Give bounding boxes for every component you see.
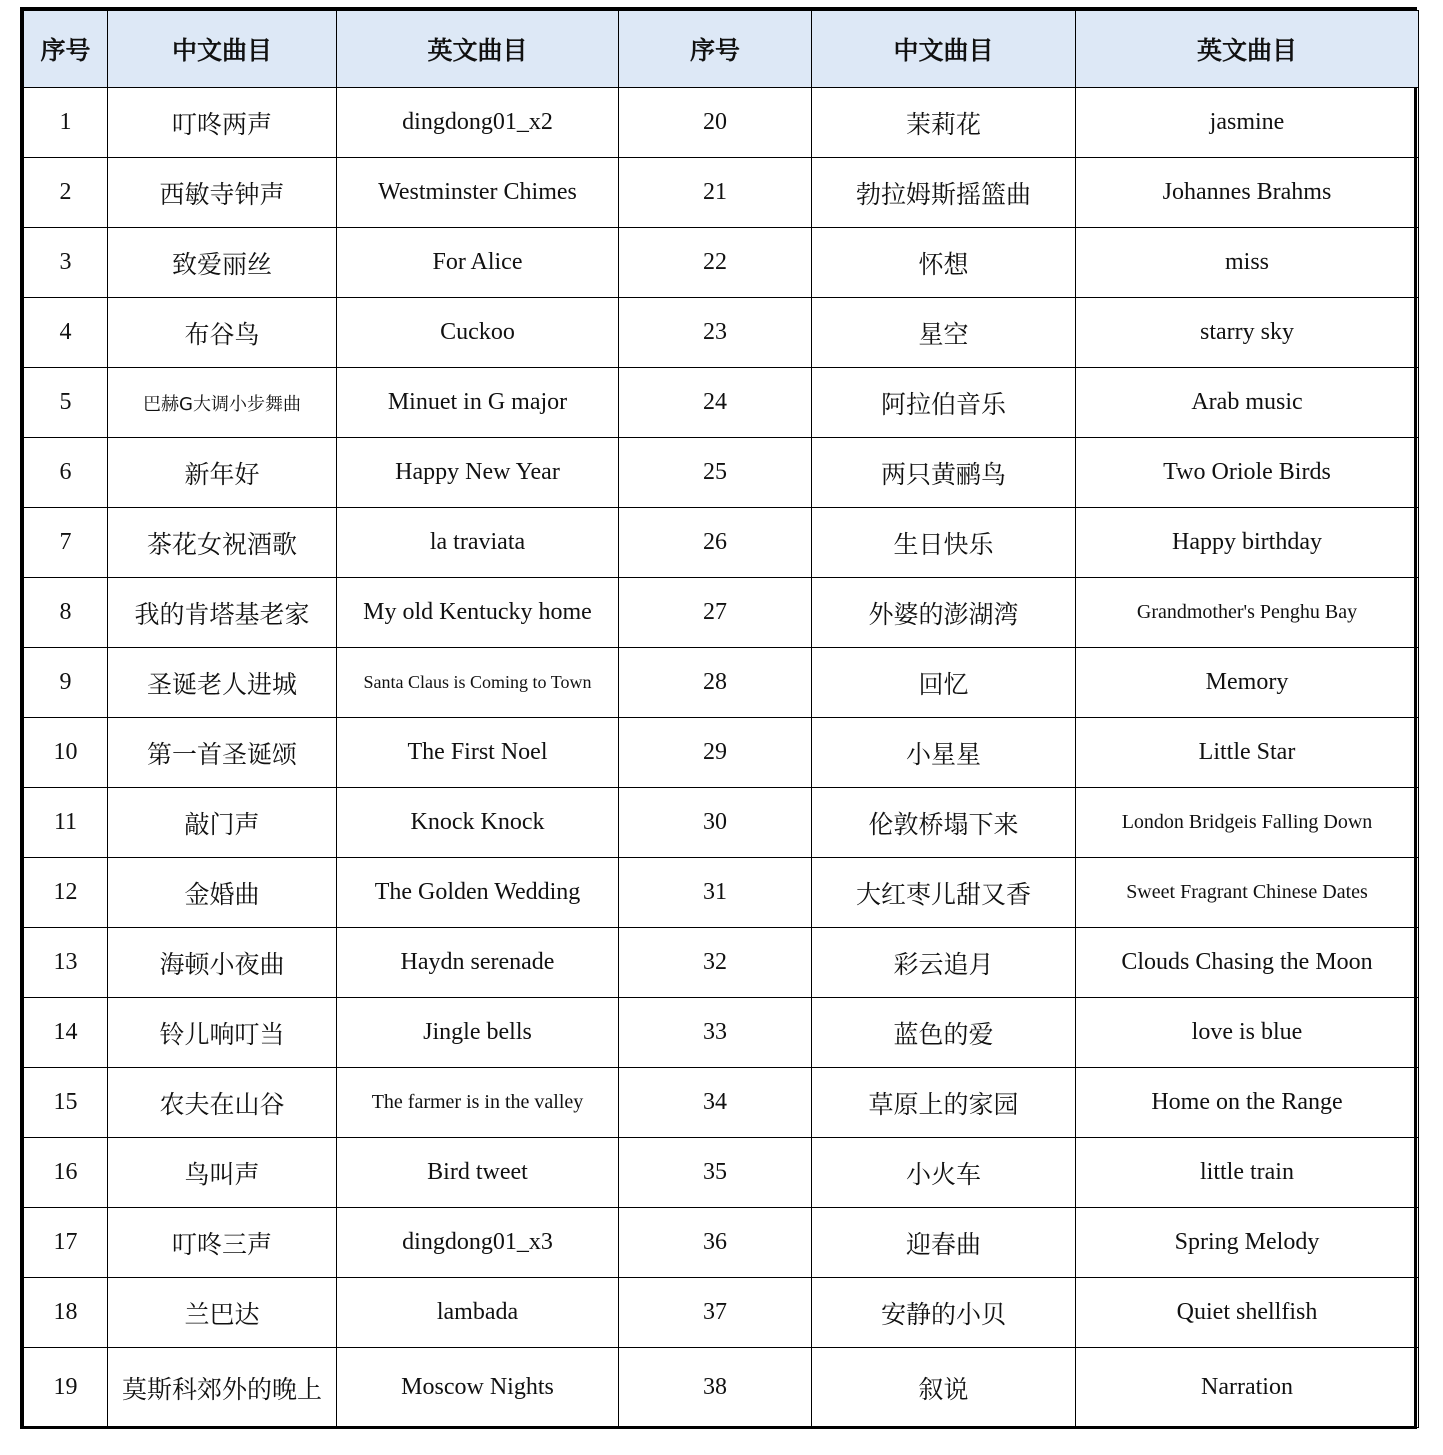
chinese-title-cell: 莫斯科郊外的晚上 <box>108 1348 337 1428</box>
index-cell: 15 <box>24 1068 108 1138</box>
table-row <box>24 858 1419 928</box>
header-index-right: 序号 <box>619 11 812 88</box>
index-cell: 30 <box>619 788 812 858</box>
chinese-title-cell: 叮咚三声 <box>108 1208 337 1278</box>
table-row <box>24 1348 1419 1428</box>
index-cell: 5 <box>24 368 108 438</box>
chinese-title-cell: 小星星 <box>812 718 1076 788</box>
chinese-title-cell: 西敏寺钟声 <box>108 158 337 228</box>
chinese-title-cell: 圣诞老人进城 <box>108 648 337 718</box>
chinese-title-cell: 致爱丽丝 <box>108 228 337 298</box>
english-title-cell: Happy birthday <box>1076 508 1419 578</box>
index-cell: 14 <box>24 998 108 1068</box>
table-row <box>24 508 1419 578</box>
index-cell: 4 <box>24 298 108 368</box>
chinese-title-cell: 敲门声 <box>108 788 337 858</box>
table-row <box>24 928 1419 998</box>
chinese-title-cell: 叮咚两声 <box>108 88 337 158</box>
chinese-title-cell: 外婆的澎湖湾 <box>812 578 1076 648</box>
english-title-cell: Little Star <box>1076 718 1419 788</box>
header-row <box>24 11 1419 88</box>
index-cell: 38 <box>619 1348 812 1428</box>
table-row <box>24 1068 1419 1138</box>
chinese-title-cell: 回忆 <box>812 648 1076 718</box>
english-title-cell: la traviata <box>337 508 619 578</box>
english-title-cell: Clouds Chasing the Moon <box>1076 928 1419 998</box>
english-title-cell: Cuckoo <box>337 298 619 368</box>
chinese-title-cell: 迎春曲 <box>812 1208 1076 1278</box>
english-title-cell: Spring Melody <box>1076 1208 1419 1278</box>
table-row <box>24 1208 1419 1278</box>
chinese-title-cell: 兰巴达 <box>108 1278 337 1348</box>
index-cell: 28 <box>619 648 812 718</box>
index-cell: 11 <box>24 788 108 858</box>
header-chinese-title-right: 中文曲目 <box>812 11 1076 88</box>
english-title-cell: Jingle bells <box>337 998 619 1068</box>
chinese-title-cell: 彩云追月 <box>812 928 1076 998</box>
index-cell: 3 <box>24 228 108 298</box>
english-title-cell: London Bridgeis Falling Down <box>1076 788 1419 858</box>
table-row <box>24 158 1419 228</box>
english-title-cell: jasmine <box>1076 88 1419 158</box>
english-title-cell: The First Noel <box>337 718 619 788</box>
chinese-title-cell: 安静的小贝 <box>812 1278 1076 1348</box>
index-cell: 8 <box>24 578 108 648</box>
english-title-cell: Quiet shellfish <box>1076 1278 1419 1348</box>
table-row <box>24 578 1419 648</box>
english-title-cell: The farmer is in the valley <box>337 1068 619 1138</box>
index-cell: 19 <box>24 1348 108 1428</box>
index-cell: 17 <box>24 1208 108 1278</box>
index-cell: 33 <box>619 998 812 1068</box>
table-row <box>24 648 1419 718</box>
index-cell: 24 <box>619 368 812 438</box>
index-cell: 7 <box>24 508 108 578</box>
chinese-title-cell: 鸟叫声 <box>108 1138 337 1208</box>
chinese-title-cell: 伦敦桥塌下来 <box>812 788 1076 858</box>
english-title-cell: Santa Claus is Coming to Town <box>337 648 619 718</box>
index-cell: 18 <box>24 1278 108 1348</box>
header-index-left: 序号 <box>24 11 108 88</box>
chinese-title-cell: 两只黄鹂鸟 <box>812 438 1076 508</box>
index-cell: 37 <box>619 1278 812 1348</box>
index-cell: 20 <box>619 88 812 158</box>
table-row <box>24 998 1419 1068</box>
index-cell: 12 <box>24 858 108 928</box>
index-cell: 21 <box>619 158 812 228</box>
chinese-title-cell: 阿拉伯音乐 <box>812 368 1076 438</box>
header-english-title-left: 英文曲目 <box>337 11 619 88</box>
chinese-title-cell: 第一首圣诞颂 <box>108 718 337 788</box>
table-row <box>24 718 1419 788</box>
chinese-title-cell: 星空 <box>812 298 1076 368</box>
english-title-cell: Bird tweet <box>337 1138 619 1208</box>
english-title-cell: My old Kentucky home <box>337 578 619 648</box>
english-title-cell: Moscow Nights <box>337 1348 619 1428</box>
index-cell: 31 <box>619 858 812 928</box>
index-cell: 26 <box>619 508 812 578</box>
chinese-title-cell: 怀想 <box>812 228 1076 298</box>
table-row <box>24 438 1419 508</box>
index-cell: 27 <box>619 578 812 648</box>
english-title-cell: lambada <box>337 1278 619 1348</box>
table-row <box>24 1138 1419 1208</box>
index-cell: 36 <box>619 1208 812 1278</box>
index-cell: 35 <box>619 1138 812 1208</box>
chinese-title-cell: 铃儿响叮当 <box>108 998 337 1068</box>
english-title-cell: Memory <box>1076 648 1419 718</box>
index-cell: 6 <box>24 438 108 508</box>
english-title-cell: love is blue <box>1076 998 1419 1068</box>
english-title-cell: Two Oriole Birds <box>1076 438 1419 508</box>
chinese-title-cell: 农夫在山谷 <box>108 1068 337 1138</box>
table-row <box>24 788 1419 858</box>
chinese-title-cell: 蓝色的爱 <box>812 998 1076 1068</box>
chinese-title-cell: 草原上的家园 <box>812 1068 1076 1138</box>
index-cell: 29 <box>619 718 812 788</box>
song-table <box>23 10 1419 1428</box>
english-title-cell: Arab music <box>1076 368 1419 438</box>
english-title-cell: Johannes Brahms <box>1076 158 1419 228</box>
chinese-title-cell: 小火车 <box>812 1138 1076 1208</box>
chinese-title-cell: 叙说 <box>812 1348 1076 1428</box>
index-cell: 34 <box>619 1068 812 1138</box>
index-cell: 9 <box>24 648 108 718</box>
index-cell: 1 <box>24 88 108 158</box>
index-cell: 2 <box>24 158 108 228</box>
english-title-cell: Happy New Year <box>337 438 619 508</box>
english-title-cell: little train <box>1076 1138 1419 1208</box>
chinese-title-cell: 海顿小夜曲 <box>108 928 337 998</box>
chinese-title-cell: 茉莉花 <box>812 88 1076 158</box>
chinese-title-cell: 新年好 <box>108 438 337 508</box>
english-title-cell: dingdong01_x2 <box>337 88 619 158</box>
english-title-cell: miss <box>1076 228 1419 298</box>
table-row <box>24 228 1419 298</box>
index-cell: 32 <box>619 928 812 998</box>
chinese-title-cell: 我的肯塔基老家 <box>108 578 337 648</box>
index-cell: 25 <box>619 438 812 508</box>
english-title-cell: Minuet in G major <box>337 368 619 438</box>
table-row <box>24 1278 1419 1348</box>
header-chinese-title-left: 中文曲目 <box>108 11 337 88</box>
index-cell: 13 <box>24 928 108 998</box>
table-row <box>24 88 1419 158</box>
english-title-cell: Haydn serenade <box>337 928 619 998</box>
english-title-cell: starry sky <box>1076 298 1419 368</box>
chinese-title-cell: 布谷鸟 <box>108 298 337 368</box>
table-row <box>24 368 1419 438</box>
english-title-cell: Knock Knock <box>337 788 619 858</box>
chinese-title-cell: 巴赫G大调小步舞曲 <box>108 368 337 438</box>
chinese-title-cell: 金婚曲 <box>108 858 337 928</box>
index-cell: 10 <box>24 718 108 788</box>
english-title-cell: Sweet Fragrant Chinese Dates <box>1076 858 1419 928</box>
chinese-title-cell: 大红枣儿甜又香 <box>812 858 1076 928</box>
english-title-cell: dingdong01_x3 <box>337 1208 619 1278</box>
table-row <box>24 298 1419 368</box>
index-cell: 23 <box>619 298 812 368</box>
header-english-title-right: 英文曲目 <box>1076 11 1419 88</box>
chinese-title-cell: 生日快乐 <box>812 508 1076 578</box>
english-title-cell: For Alice <box>337 228 619 298</box>
index-cell: 16 <box>24 1138 108 1208</box>
index-cell: 22 <box>619 228 812 298</box>
song-table-container <box>20 7 1417 1429</box>
chinese-title-cell: 勃拉姆斯摇篮曲 <box>812 158 1076 228</box>
english-title-cell: Grandmother's Penghu Bay <box>1076 578 1419 648</box>
english-title-cell: Home on the Range <box>1076 1068 1419 1138</box>
english-title-cell: Narration <box>1076 1348 1419 1428</box>
english-title-cell: Westminster Chimes <box>337 158 619 228</box>
english-title-cell: The Golden Wedding <box>337 858 619 928</box>
chinese-title-cell: 茶花女祝酒歌 <box>108 508 337 578</box>
